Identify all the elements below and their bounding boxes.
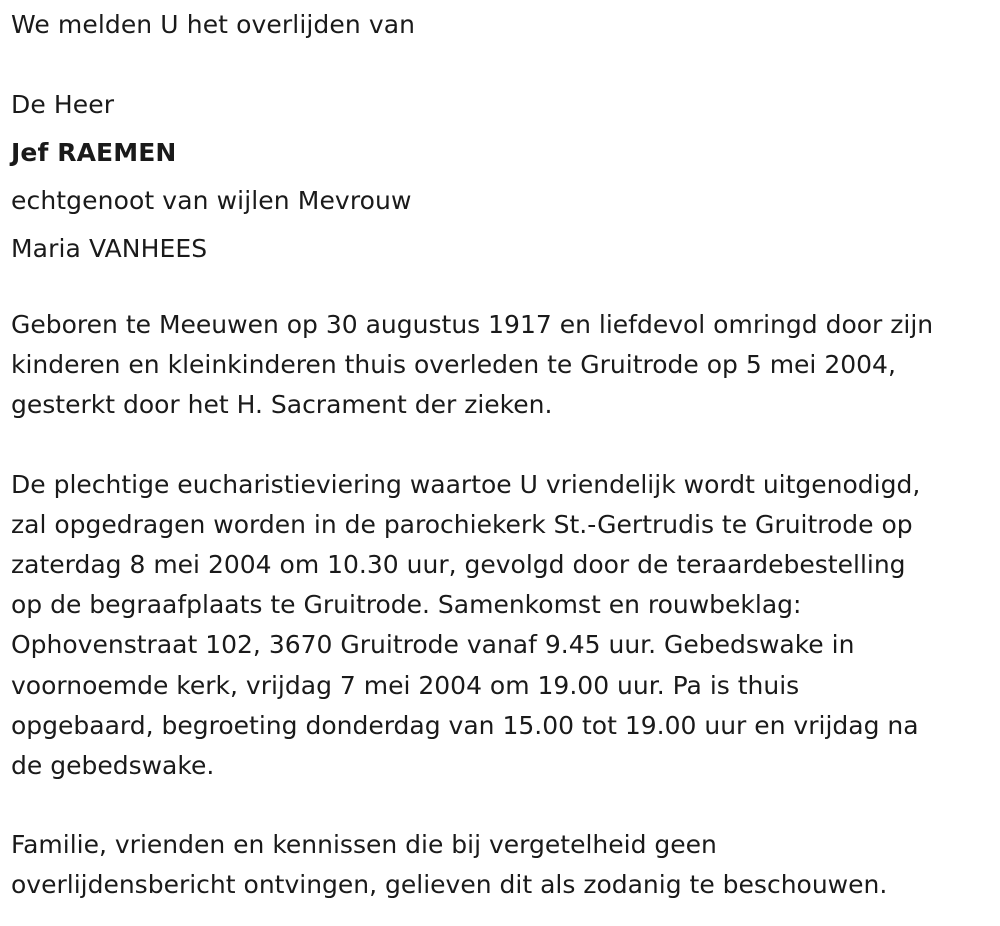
paragraph-line: Geboren te Meeuwen op 30 augustus 1917 en liefdevol omringd door zijn [11, 310, 934, 339]
paragraph-line: Familie, vrienden en kennissen die bij vergetelheid geen [11, 830, 717, 860]
paragraph-line: zal opgedragen worden in de parochiekerk St.-Gertrudis te Gruitrode op [11, 509, 913, 539]
spacer [11, 273, 991, 305]
ceremony-paragraph [11, 465, 991, 787]
intro-line: We melden U het overlijden van [11, 10, 416, 39]
paragraph-line: overlijdensbericht ontvingen, gelieven dit als zodanig te beschouwen. [11, 870, 888, 900]
closing-paragraph [11, 825, 991, 905]
paragraph-line: zaterdag 8 mei 2004 om 10.30 uur, gevolgd door de teraardebestelling [11, 550, 906, 580]
obituary-notice [11, 0, 991, 906]
paragraph-line: voornoemde kerk, vrijdag 7 mei 2004 om 19.00 uur. Pa is thuis [11, 670, 800, 700]
deceased-name: Jef RAEMEN [11, 138, 177, 167]
paragraph-line: gesterkt door het H. Sacrament der zieken. [11, 390, 553, 420]
spacer [11, 48, 991, 81]
salutation: De Heer [11, 90, 115, 119]
paragraph-line: kinderen en kleinkinderen thuis overleden te Gruitrode op 5 mei 2004, [11, 350, 896, 380]
paragraph-line: op de begraafplaats te Gruitrode. Samenkomst en rouwbeklag: [11, 590, 802, 620]
birth-paragraph [11, 305, 991, 426]
spacer [11, 786, 991, 825]
paragraph-line: de gebedswake. [11, 751, 215, 781]
spouse-name: Maria VANHEES [11, 234, 208, 263]
spacer [11, 426, 991, 465]
paragraph-line: Ophovenstraat 102, 3670 Gruitrode vanaf 9.45 uur. Gebedswake in [11, 630, 855, 660]
spouse-line: echtgenoot van wijlen Mevrouw [11, 186, 412, 215]
paragraph-line: De plechtige eucharistieviering waartoe U vriendelijk wordt uitgenodigd, [11, 469, 921, 499]
paragraph-line: opgebaard, begroeting donderdag van 15.00 tot 19.00 uur en vrijdag na [11, 710, 919, 740]
